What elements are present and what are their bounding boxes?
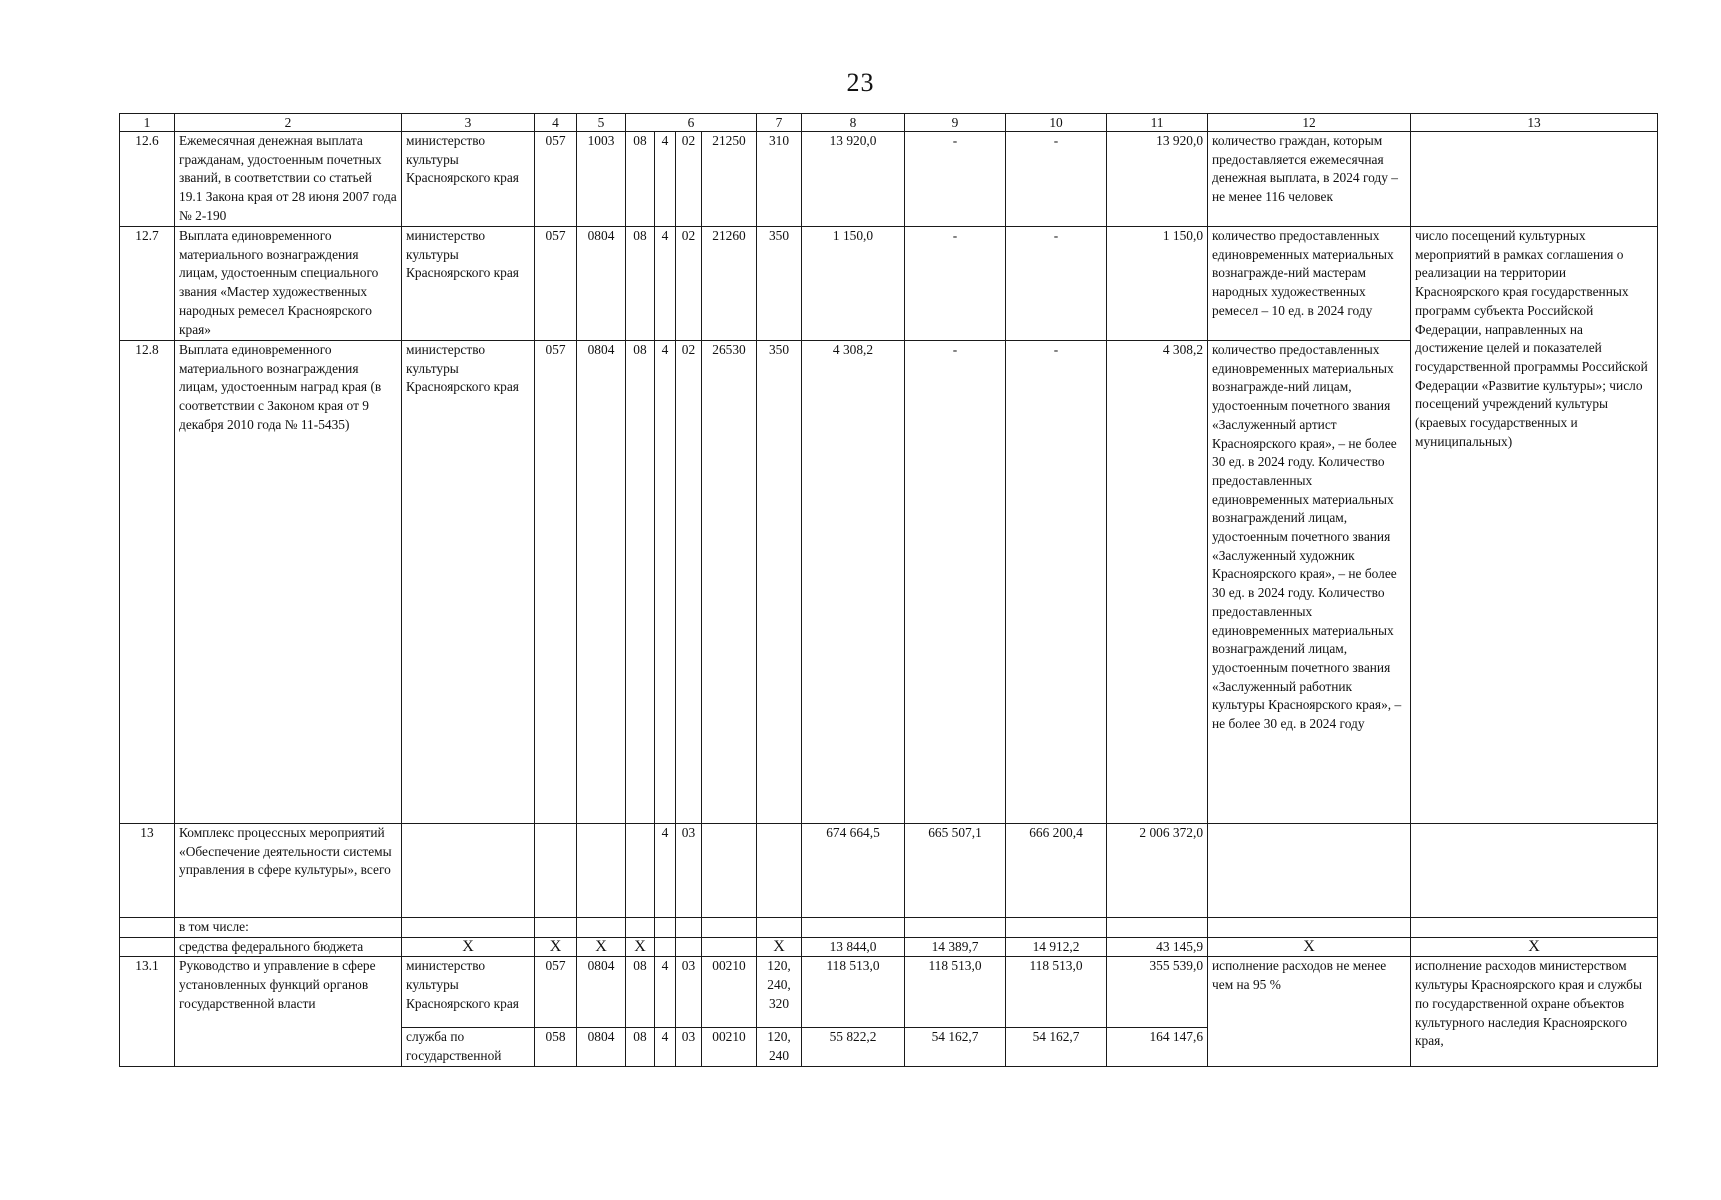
x-mark: Х xyxy=(1411,937,1658,957)
table-row xyxy=(120,132,1658,227)
rzpr-code: 0804 xyxy=(577,957,626,1028)
csr-part-c: 02 xyxy=(676,341,702,824)
csr-part-c: 03 xyxy=(676,957,702,1028)
page-number: 23 xyxy=(846,68,875,97)
table-row xyxy=(120,957,1658,1028)
row-number: 12.7 xyxy=(120,227,175,341)
csr-part-d: 21260 xyxy=(702,227,757,341)
column-header: 5 xyxy=(577,114,626,132)
column-header: 6 xyxy=(626,114,757,132)
x-mark: Х xyxy=(402,937,535,957)
csr-part-b: 4 xyxy=(655,132,676,227)
csr-part-b: 4 xyxy=(655,341,676,824)
amount-total: 2 006 372,0 xyxy=(1107,824,1208,918)
csr-part-d: 21250 xyxy=(702,132,757,227)
indicator xyxy=(1411,132,1658,227)
csr-part-c: 02 xyxy=(676,227,702,341)
csr-part-a xyxy=(626,824,655,918)
amount-2025: 14 389,7 xyxy=(905,937,1006,957)
indicator: исполнение расходов министерством культуры Красноярского края и службы по государственной охране объектов культурного наследия Красноярского края, xyxy=(1411,957,1658,1066)
executor: министерство культуры Красноярского края xyxy=(402,227,535,341)
amount-2024: 118 513,0 xyxy=(802,957,905,1028)
amount-total: 13 920,0 xyxy=(1107,132,1208,227)
column-header: 13 xyxy=(1411,114,1658,132)
column-header: 3 xyxy=(402,114,535,132)
row-number: 12.8 xyxy=(120,341,175,824)
activity-name: Комплекс процессных мероприятий «Обеспечение деятельности системы управления в сфере культуры», всего xyxy=(175,824,402,918)
grbs-code: 058 xyxy=(535,1028,577,1066)
grbs-code: 057 xyxy=(535,341,577,824)
expected-result: количество граждан, которым предоставляется ежемесячная денежная выплата, в 2024 году – не менее 116 человек xyxy=(1208,132,1411,227)
executor: министерство культуры Красноярского края xyxy=(402,341,535,824)
x-mark: Х xyxy=(757,937,802,957)
amount-total: 164 147,6 xyxy=(1107,1028,1208,1066)
grbs-code: 057 xyxy=(535,957,577,1028)
csr-part-a: 08 xyxy=(626,227,655,341)
activity-name: Руководство и управление в сфере установленных функций органов государственной власти xyxy=(175,957,402,1066)
budget-table xyxy=(119,113,1658,1067)
x-mark: Х xyxy=(626,937,655,957)
vr-code: 350 xyxy=(757,341,802,824)
csr-part-d xyxy=(702,824,757,918)
table-row xyxy=(120,937,1658,957)
amount-2024: 13 920,0 xyxy=(802,132,905,227)
csr-part-a: 08 xyxy=(626,1028,655,1066)
activity-name: Ежемесячная денежная выплата гражданам, удостоенным почетных званий, в соответствии со статьей 19.1 Закона края от 28 июня 2007 года № 2-190 xyxy=(175,132,402,227)
executor: министерство культуры Красноярского края xyxy=(402,957,535,1028)
amount-2026: - xyxy=(1006,132,1107,227)
vr-code: 120, 240 xyxy=(757,1028,802,1066)
vr-code: 350 xyxy=(757,227,802,341)
federal-budget-label: средства федерального бюджета xyxy=(175,937,402,957)
expected-result: количество предоставленных единовременных материальных вознагражде-ний мастерам народных художественных ремесел – 10 ед. в 2024 году xyxy=(1208,227,1411,341)
amount-2026: 14 912,2 xyxy=(1006,937,1107,957)
rzpr-code: 0804 xyxy=(577,227,626,341)
column-number-row xyxy=(120,114,1658,132)
amount-total: 1 150,0 xyxy=(1107,227,1208,341)
csr-part-c: 03 xyxy=(676,824,702,918)
csr-part-d: 00210 xyxy=(702,957,757,1028)
amount-2026: 666 200,4 xyxy=(1006,824,1107,918)
csr-part-a: 08 xyxy=(626,957,655,1028)
amount-2026: - xyxy=(1006,227,1107,341)
column-header: 1 xyxy=(120,114,175,132)
csr-part-d: 00210 xyxy=(702,1028,757,1066)
vr-code: 310 xyxy=(757,132,802,227)
expected-result xyxy=(1208,824,1411,918)
x-mark: Х xyxy=(577,937,626,957)
rzpr-code: 0804 xyxy=(577,341,626,824)
csr-part-b: 4 xyxy=(655,227,676,341)
csr-part-b: 4 xyxy=(655,824,676,918)
table-row xyxy=(120,227,1658,341)
vr-code: 120, 240, 320 xyxy=(757,957,802,1028)
amount-2024: 4 308,2 xyxy=(802,341,905,824)
column-header: 9 xyxy=(905,114,1006,132)
amount-2026: 54 162,7 xyxy=(1006,1028,1107,1066)
including-label: в том числе: xyxy=(175,918,402,938)
activity-name: Выплата единовременного материального вознаграждения лицам, удостоенным наград края (в соответствии с Законом края от 9 декабря 2010 года № 11-5435) xyxy=(175,341,402,824)
amount-2025: - xyxy=(905,132,1006,227)
amount-2025: 118 513,0 xyxy=(905,957,1006,1028)
amount-2025: - xyxy=(905,227,1006,341)
executor xyxy=(402,824,535,918)
csr-part-c: 02 xyxy=(676,132,702,227)
indicator xyxy=(1411,824,1658,918)
amount-total: 43 145,9 xyxy=(1107,937,1208,957)
csr-part-b: 4 xyxy=(655,1028,676,1066)
column-header: 4 xyxy=(535,114,577,132)
amount-2026: - xyxy=(1006,341,1107,824)
expected-result: исполнение расходов не менее чем на 95 % xyxy=(1208,957,1411,1066)
column-header: 11 xyxy=(1107,114,1208,132)
amount-2024: 1 150,0 xyxy=(802,227,905,341)
amount-2024: 674 664,5 xyxy=(802,824,905,918)
column-header: 12 xyxy=(1208,114,1411,132)
csr-part-b: 4 xyxy=(655,957,676,1028)
amount-total: 355 539,0 xyxy=(1107,957,1208,1028)
column-header: 8 xyxy=(802,114,905,132)
vr-code xyxy=(757,824,802,918)
grbs-code: 057 xyxy=(535,132,577,227)
table-row xyxy=(120,824,1658,918)
indicator: число посещений культурных мероприятий в рамках соглашения о реализации на территории Красноярского края государственных программ субъекта Российской Федерации, направленных на достижение целей и показателей государственной программы Российской Федерации «Развитие культуры»; число посещений учреждений культуры (краевых государственных и муниципальных) xyxy=(1411,227,1658,824)
column-header: 7 xyxy=(757,114,802,132)
row-number: 12.6 xyxy=(120,132,175,227)
rzpr-code xyxy=(577,824,626,918)
amount-2024: 13 844,0 xyxy=(802,937,905,957)
amount-2024: 55 822,2 xyxy=(802,1028,905,1066)
csr-part-c: 03 xyxy=(676,1028,702,1066)
column-header: 2 xyxy=(175,114,402,132)
table-row xyxy=(120,918,1658,938)
amount-total: 4 308,2 xyxy=(1107,341,1208,824)
csr-part-a: 08 xyxy=(626,341,655,824)
executor: служба по государственной xyxy=(402,1028,535,1066)
expected-result: количество предоставленных единовременных материальных вознагражде-ний лицам, удостоенным почетного звания «Заслуженный артист Красноярского края», – не более 30 ед. в 2024 году. Количество предоставленных единовременных материальных вознаграждений лицам, удостоенным почетного звания «Заслуженный художник Красноярского края», – не более 30 ед. в 2024 году. Количество предоставленных единовременных материальных вознаграждений лицам, удостоенным почетного звания «Заслуженный работник культуры Красноярского края», – не более 30 ед. в 2024 году xyxy=(1208,341,1411,824)
x-mark: Х xyxy=(1208,937,1411,957)
grbs-code: 057 xyxy=(535,227,577,341)
executor: министерство культуры Красноярского края xyxy=(402,132,535,227)
amount-2025: 54 162,7 xyxy=(905,1028,1006,1066)
row-number: 13 xyxy=(120,824,175,918)
row-number: 13.1 xyxy=(120,957,175,1066)
column-header: 10 xyxy=(1006,114,1107,132)
amount-2025: 665 507,1 xyxy=(905,824,1006,918)
x-mark: Х xyxy=(535,937,577,957)
rzpr-code: 1003 xyxy=(577,132,626,227)
grbs-code xyxy=(535,824,577,918)
amount-2025: - xyxy=(905,341,1006,824)
csr-part-a: 08 xyxy=(626,132,655,227)
csr-part-d: 26530 xyxy=(702,341,757,824)
amount-2026: 118 513,0 xyxy=(1006,957,1107,1028)
activity-name: Выплата единовременного материального вознаграждения лицам, удостоенным специального звания «Мастер художественных народных ремесел Красноярского края» xyxy=(175,227,402,341)
rzpr-code: 0804 xyxy=(577,1028,626,1066)
